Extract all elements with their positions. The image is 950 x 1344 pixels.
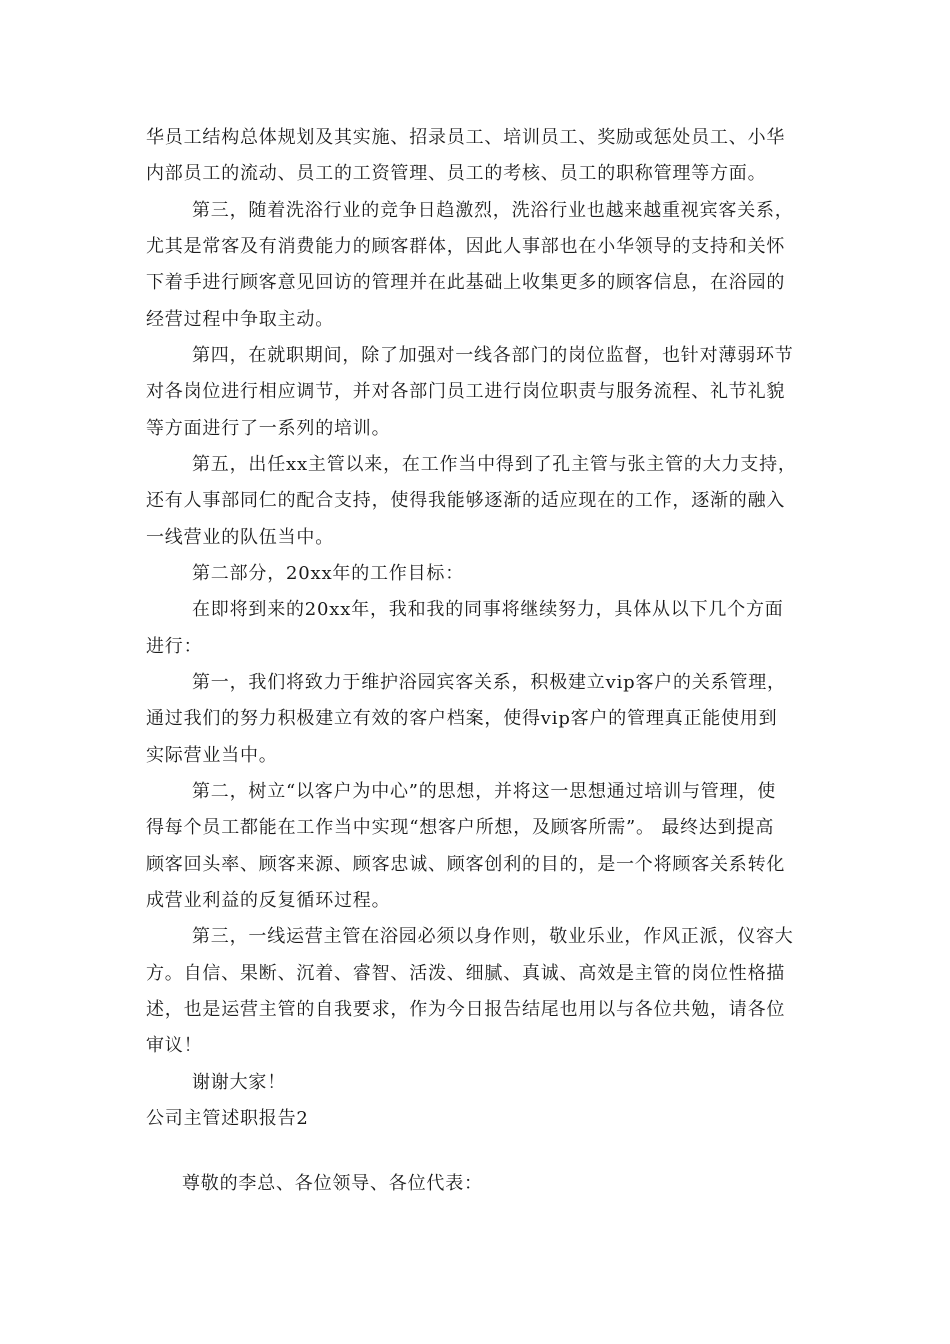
paragraph-line: 等方面进行了一系列的培训。: [146, 418, 391, 439]
salutation: 尊敬的李总、各位领导、各位代表：: [182, 1173, 483, 1194]
paragraph-line: 成营业利益的反复循环过程。: [146, 890, 391, 911]
paragraph-line: 尤其是常客及有消费能力的顾客群体，因此人事部也在小华领导的支持和关怀: [146, 236, 786, 257]
document-title: 公司主管述职报告2: [146, 1108, 309, 1129]
paragraph-line: 方。自信、果断、沉着、睿智、活泼、细腻、真诚、高效是主管的岗位性格描: [146, 963, 786, 984]
paragraph-line: 内部员工的流动、员工的工资管理、员工的考核、员工的职称管理等方面。: [146, 163, 767, 184]
paragraph-line: 华员工结构总体规划及其实施、招录员工、培训员工、奖励或惩处员工、小华: [146, 127, 786, 148]
paragraph-line: 还有人事部同仁的配合支持，使得我能够逐渐的适应现在的工作，逐渐的融入: [146, 490, 786, 511]
paragraph-line: 通过我们的努力积极建立有效的客户档案，使得vip客户的管理真正能使用到: [146, 708, 778, 729]
paragraph-line: 实际营业当中。: [146, 745, 278, 766]
paragraph-line: 进行：: [146, 636, 203, 657]
paragraph-line: 第五，出任xx主管以来，在工作当中得到了孔主管与张主管的大力支持，: [192, 454, 797, 475]
paragraph-line: 得每个员工都能在工作当中实现“想客户所想，及顾客所需”。 最终达到提高: [146, 817, 775, 838]
paragraph-line: 下着手进行顾客意见回访的管理并在此基础上收集更多的顾客信息，在浴园的: [146, 272, 786, 293]
paragraph-line: 述，也是运营主管的自我要求，作为今日报告结尾也用以与各位共勉，请各位: [146, 999, 786, 1020]
paragraph-line: 第三，一线运营主管在浴园必须以身作则，敬业乐业，作风正派，仪容大: [192, 926, 794, 947]
paragraph-line: 第一，我们将致力于维护浴园宾客关系，积极建立vip客户的关系管理，: [192, 672, 786, 693]
paragraph-line: 审议！: [146, 1035, 203, 1056]
paragraph-line: 第二，树立“以客户为中心”的思想，并将这一思想通过培训与管理，使: [192, 781, 777, 802]
paragraph-line: 经营过程中争取主动。: [146, 309, 334, 330]
section-heading: 第二部分，20xx年的工作目标：: [192, 563, 465, 584]
paragraph-line: 在即将到来的20xx年，我和我的同事将继续努力，具体从以下几个方面: [192, 599, 784, 620]
paragraph-line: 顾客回头率、顾客来源、顾客忠诚、顾客创利的目的，是一个将顾客关系转化: [146, 854, 786, 875]
paragraph-line: 第四，在就职期间，除了加强对一线各部门的岗位监督，也针对薄弱环节: [192, 345, 794, 366]
paragraph-line: 第三，随着洗浴行业的竞争日趋激烈，洗浴行业也越来越重视宾客关系，: [192, 200, 794, 221]
paragraph-line: 一线营业的队伍当中。: [146, 527, 334, 548]
closing-line: 谢谢大家！: [192, 1072, 286, 1093]
paragraph-line: 对各岗位进行相应调节，并对各部门员工进行岗位职责与服务流程、礼节礼貌: [146, 381, 786, 402]
